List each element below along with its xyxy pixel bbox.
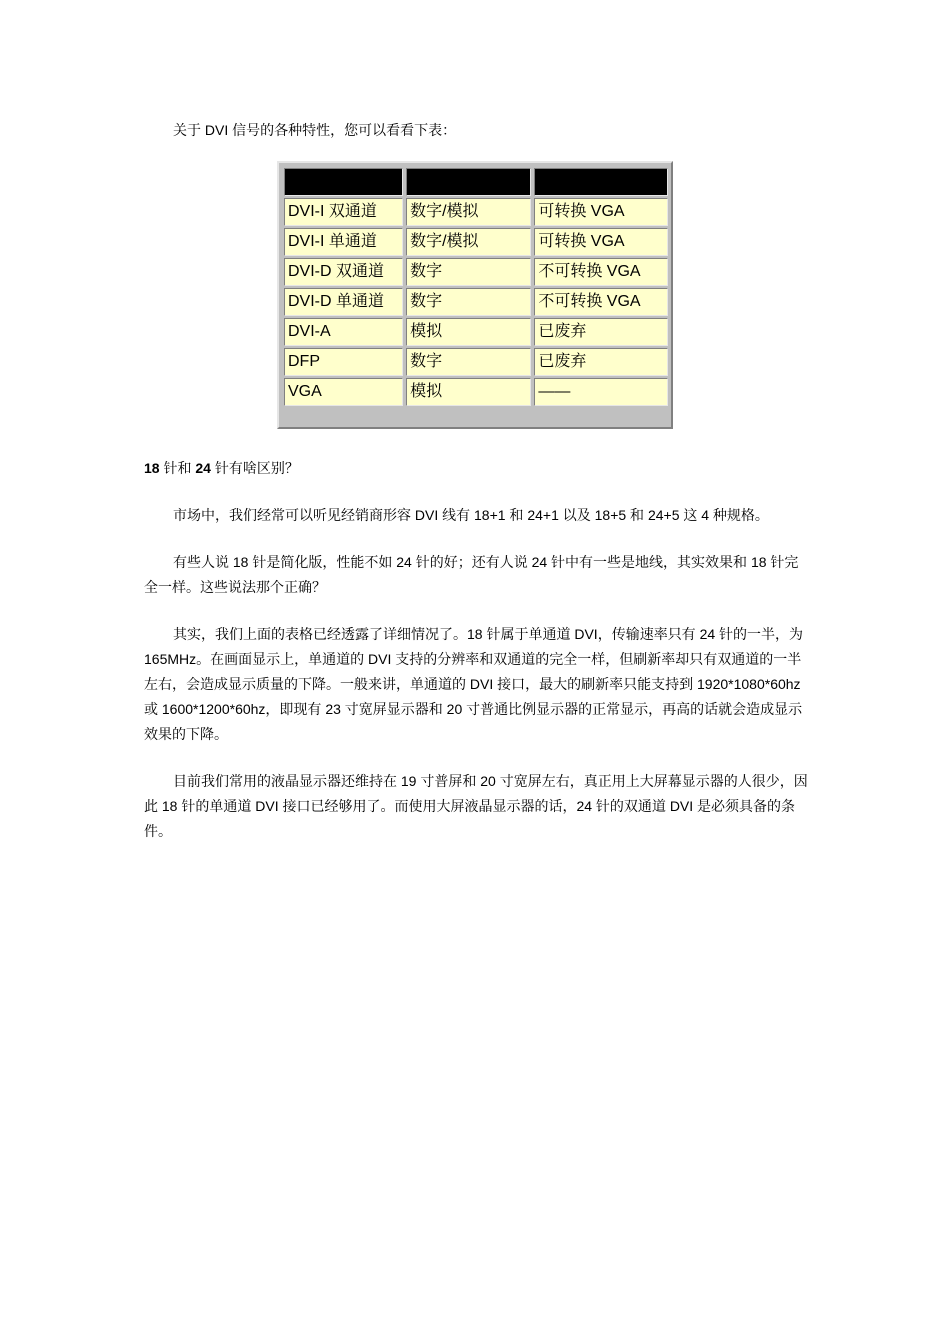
cell-interface: DVI-I 单通道 [284,228,403,256]
header-cell [406,168,531,196]
table-row [284,378,668,406]
cell-vga: —— [534,378,668,406]
cell-signal: 数字 [406,258,531,286]
section-heading [144,456,808,481]
heading-number-18: 18 [144,460,160,476]
cell-interface: DVI-A [284,318,403,346]
heading-number-24: 24 [195,460,211,476]
cell-interface: DVI-I 双通道 [284,198,403,226]
dvi-table-grid [281,166,671,408]
cell-vga: 已废弃 [534,348,668,376]
table-row [284,348,668,376]
cell-signal: 数字/模拟 [406,198,531,226]
intro-paragraph: 关于 DVI 信号的各种特性，您可以看看下表： [173,122,457,138]
body-paragraph: 市场中，我们经常可以听见经销商形容 DVI 线有 18+1 和 24+1 以及 18+5 和 24+5 这 4 种规格。 [173,507,769,523]
cell-vga: 可转换 VGA [534,198,668,226]
cell-interface: VGA [284,378,403,406]
body-paragraph: 目前我们常用的液晶显示器还维持在 19 寸普屏和 20 寸宽屏左右，真正用上大屏幕显示器的人很少，因此 18 针的单通道 DVI 接口已经够用了。而使用大屏液晶显示器的话，24 针的双通道 DVI 是必须具备的条件。 [144,773,808,839]
body-paragraph: 有些人说 18 针是简化版，性能不如 24 针的好；还有人说 24 针中有一些是地线，其实效果和 18 针完全一样。这些说法那个正确？ [144,554,799,595]
table-header-row [284,168,668,196]
cell-vga: 不可转换 VGA [534,258,668,286]
cell-signal: 模拟 [406,378,531,406]
body-paragraph: 其实，我们上面的表格已经透露了详细情况了。18 针属于单通道 DVI，传输速率只有 24 针的一半，为 165MHz。在画面显示上，单通道的 DVI 支持的分辨率和双通道的完全一样，但刷新率却只有双通道的一半左右，会造成显示质量的下降。一般来讲，单通道的 DVI 接口，最大的刷新率只能支持到 1920*1080*60hz 或 1600*1200*60hz，即现有 23 寸宽屏显示器和 20 寸普通比例显示器的正常显示，再高的话就会造成显示效果的下降。 [144,626,804,742]
cell-vga: 不可转换 VGA [534,288,668,316]
cell-interface: DVI-D 双通道 [284,258,403,286]
dvi-characteristics-table [277,161,673,429]
header-cell [534,168,668,196]
table-row [284,228,668,256]
cell-vga: 已废弃 [534,318,668,346]
table-row [284,198,668,226]
cell-signal: 数字/模拟 [406,228,531,256]
heading-text-1: 针和 [159,460,196,476]
cell-signal: 模拟 [406,318,531,346]
cell-signal: 数字 [406,288,531,316]
cell-interface: DFP [284,348,403,376]
cell-vga: 可转换 VGA [534,228,668,256]
cell-signal: 数字 [406,348,531,376]
cell-interface: DVI-D 单通道 [284,288,403,316]
heading-text-2: 针有啥区别？ [210,460,299,476]
table-row [284,318,668,346]
table-row [284,258,668,286]
header-cell [284,168,403,196]
table-row [284,288,668,316]
